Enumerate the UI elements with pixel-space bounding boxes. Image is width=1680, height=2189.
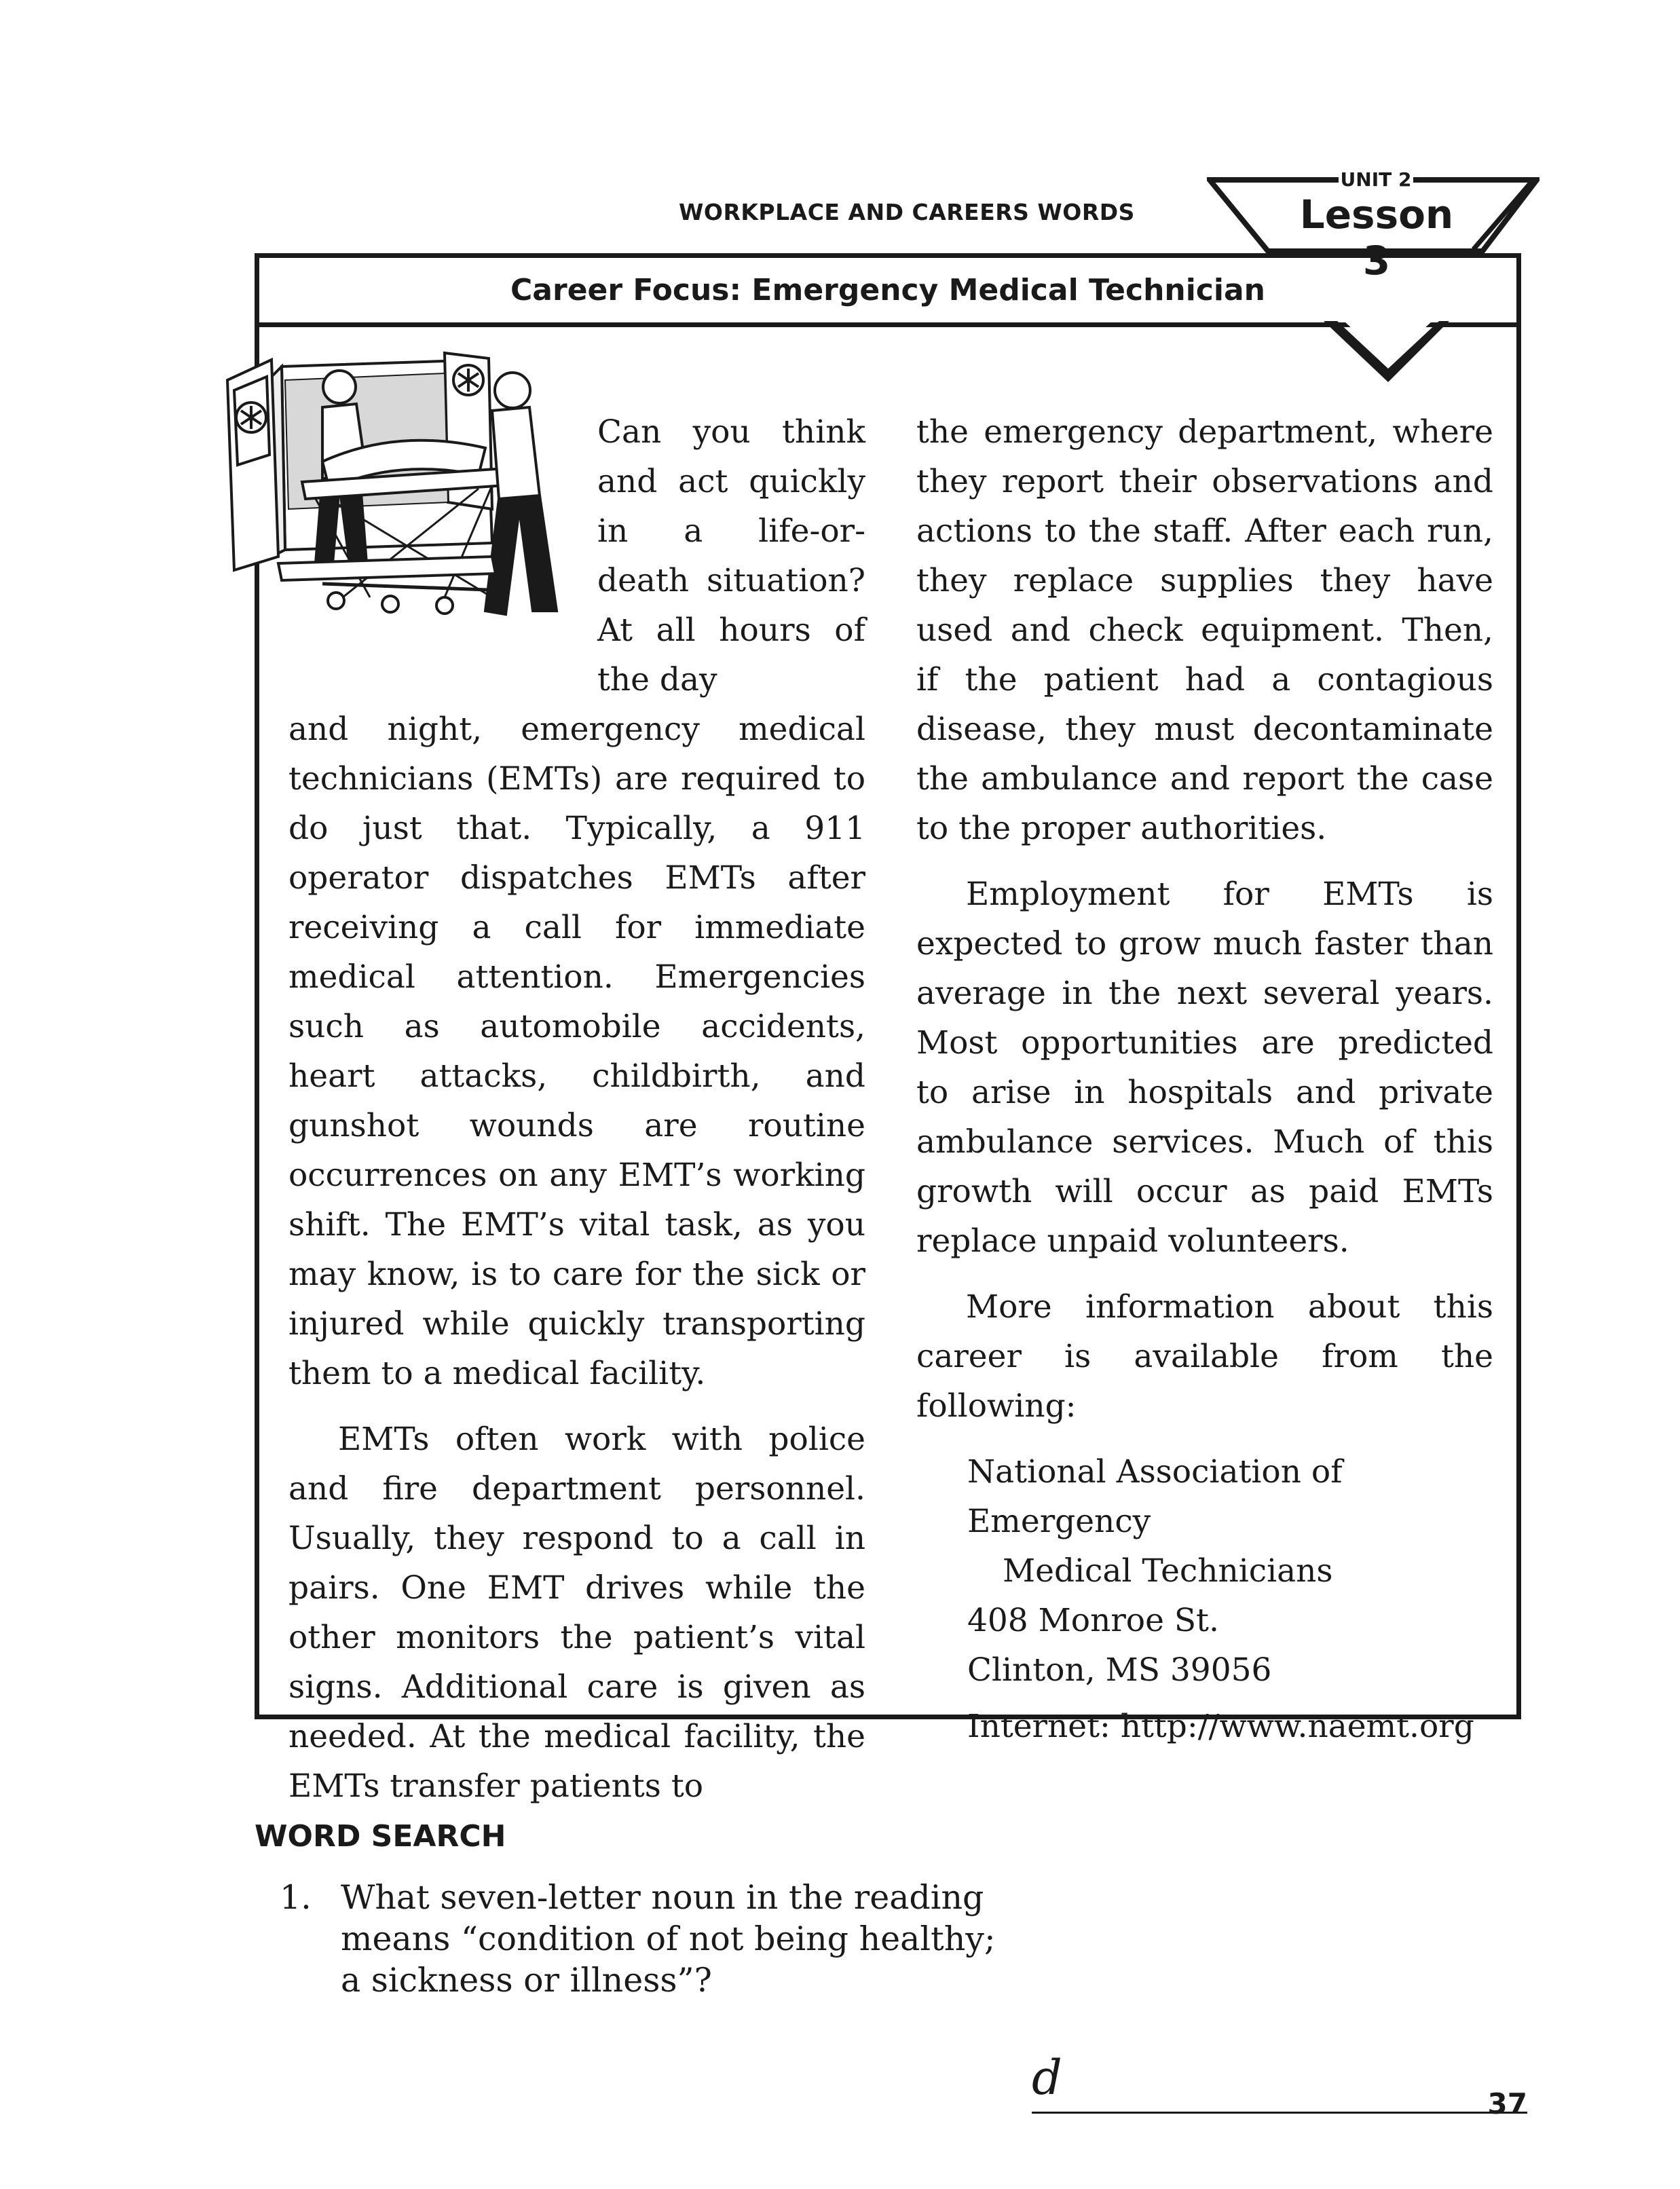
- article-paragraph-2: EMTs often work with police and fire department personnel. Usually, they respond to a call in pairs. One EMT drives while the other monitors the patient’s vital signs. Additional care is given as needed. At the medical facility, the EMTs transfer patients to: [288, 1421, 865, 1805]
- address-street: 408 Monroe St.: [967, 1602, 1219, 1639]
- page-number: 37: [1487, 2087, 1527, 2120]
- article-paragraph-2-continued: the emergency department, where they report their observations and actions to the staff. After each run, they replace supplies they have used and check equipment. Then, if the patient had a contagious disease, they must decontaminate the ambulance and report the case to the proper authorities.: [916, 413, 1493, 847]
- career-focus-title: Career Focus: Emergency Medical Technician: [510, 273, 1265, 307]
- contact-address: [916, 1447, 1493, 1751]
- lesson-label: Lesson 3: [1299, 191, 1454, 284]
- article-paragraph-3: Employment for EMTs is expected to grow much faster than average in the next several years. Most opportunities are predicted to arise in hospitals and private ambulance services. Much of this growth will occur as paid EMTs replace unpaid volunteers.: [916, 876, 1493, 1260]
- question-text: What seven-letter noun in the reading means “condition of not being healthy; a sickness or illness”?: [341, 1878, 996, 2000]
- answer-field[interactable]: [1032, 2112, 1527, 2114]
- address-internet: Internet: http://www.naemt.org: [967, 1708, 1474, 1745]
- word-search-heading: WORD SEARCH: [255, 1819, 506, 1854]
- article-paragraph-1: and night, emergency medical technicians (EMTs) are required to do just that. Typically, a 911 operator dispatches EMTs after receiving a call for immediate medical attention. Emergencies such as automobile accidents, heart attacks, childbirth, and gunshot wounds are routine occurrences on any EMT’s working shift. The EMT’s vital task, as you may know, is to care for the sick or injured while quickly transporting them to a medical facility.: [288, 711, 865, 1392]
- address-org-line-2: Medical Technicians: [1003, 1552, 1333, 1590]
- article-paragraph-4: More information about this career is available from the following:: [916, 1288, 1493, 1425]
- section-label: WORKPLACE AND CAREERS WORDS: [679, 199, 1135, 225]
- address-city: Clinton, MS 39056: [967, 1651, 1272, 1689]
- article-column-left: [288, 407, 865, 1811]
- unit-label: UNIT 2: [1339, 168, 1413, 191]
- question-number: 1.: [280, 1878, 312, 1917]
- handwritten-answer: d: [1032, 2050, 1062, 2106]
- address-org-line-1: National Association of Emergency: [967, 1453, 1343, 1540]
- article-paragraph-1-intro: Can you think and act quickly in a life-or-death situation? At all hours of the day: [597, 413, 865, 698]
- checkmark-icon: [1324, 318, 1453, 386]
- article-column-right: [916, 407, 1493, 1751]
- career-focus-title-bar: [259, 258, 1516, 327]
